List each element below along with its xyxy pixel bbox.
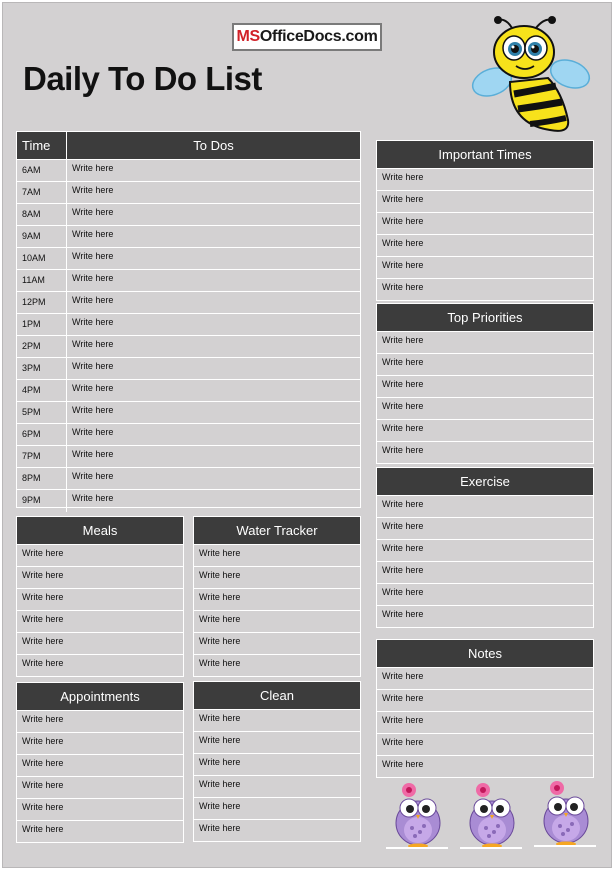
time-cell: 8AM xyxy=(17,204,67,225)
table-row[interactable] xyxy=(17,468,360,490)
time-cell: 5PM xyxy=(17,402,67,423)
task-cell[interactable]: Write here xyxy=(72,207,114,217)
task-cell[interactable]: Write here xyxy=(72,295,114,305)
list-item[interactable]: Write here xyxy=(194,611,360,633)
appointments-section xyxy=(16,682,184,843)
list-item[interactable]: Write here xyxy=(17,777,183,799)
time-cell: 9AM xyxy=(17,226,67,247)
time-cell: 3PM xyxy=(17,358,67,379)
task-cell[interactable]: Write here xyxy=(72,339,114,349)
logo-rest-text: OfficeDocs.com xyxy=(259,28,378,45)
owl-icon xyxy=(530,776,602,848)
time-cell: 12PM xyxy=(17,292,67,313)
list-item[interactable]: Write here xyxy=(17,711,183,733)
meals-header: Meals xyxy=(17,517,183,545)
list-item[interactable]: Write here xyxy=(377,734,593,756)
list-item[interactable]: Write here xyxy=(377,496,593,518)
time-column-header: Time xyxy=(17,132,67,159)
list-item[interactable]: Write here xyxy=(194,798,360,820)
water-tracker-section xyxy=(193,516,361,677)
time-cell: 1PM xyxy=(17,314,67,335)
list-item[interactable]: Write here xyxy=(17,633,183,655)
top-priorities-header: Top Priorities xyxy=(377,304,593,332)
water-tracker-header: Water Tracker xyxy=(194,517,360,545)
important-times-header: Important Times xyxy=(377,141,593,169)
important-times-section xyxy=(376,140,594,301)
task-cell[interactable]: Write here xyxy=(72,185,114,195)
clean-section xyxy=(193,681,361,842)
list-item[interactable]: Write here xyxy=(377,712,593,734)
list-item[interactable]: Write here xyxy=(17,611,183,633)
table-row[interactable] xyxy=(17,182,360,204)
list-item[interactable]: Write here xyxy=(17,589,183,611)
task-cell[interactable]: Write here xyxy=(72,471,114,481)
list-item[interactable]: Write here xyxy=(377,354,593,376)
task-cell[interactable]: Write here xyxy=(72,493,114,503)
table-row[interactable] xyxy=(17,424,360,446)
time-cell: 9PM xyxy=(17,490,67,512)
task-cell[interactable]: Write here xyxy=(72,273,114,283)
time-cell: 10AM xyxy=(17,248,67,269)
schedule-header xyxy=(17,132,360,160)
list-item[interactable]: Write here xyxy=(377,235,593,257)
list-item[interactable]: Write here xyxy=(17,567,183,589)
page-title: Daily To Do List xyxy=(23,60,262,97)
list-item[interactable]: Write here xyxy=(377,690,593,712)
list-item[interactable]: Write here xyxy=(377,668,593,690)
list-item[interactable]: Write here xyxy=(17,733,183,755)
list-item[interactable]: Write here xyxy=(22,658,64,668)
time-cell: 6PM xyxy=(17,424,67,445)
list-item[interactable]: Write here xyxy=(194,567,360,589)
logo-ms-text: MS xyxy=(236,28,260,45)
list-item[interactable]: Write here xyxy=(194,710,360,732)
appointments-header: Appointments xyxy=(17,683,183,711)
table-row[interactable] xyxy=(17,292,360,314)
msofficedocs-logo[interactable] xyxy=(232,23,382,51)
table-row[interactable] xyxy=(17,314,360,336)
task-cell[interactable]: Write here xyxy=(72,361,114,371)
list-item[interactable]: Write here xyxy=(199,823,241,833)
list-item[interactable]: Write here xyxy=(377,562,593,584)
bee-icon xyxy=(470,12,592,136)
table-row[interactable] xyxy=(17,248,360,270)
top-priorities-section xyxy=(376,303,594,464)
list-item[interactable]: Write here xyxy=(194,633,360,655)
time-cell: 11AM xyxy=(17,270,67,291)
list-item[interactable]: Write here xyxy=(17,755,183,777)
clean-header: Clean xyxy=(194,682,360,710)
time-cell: 4PM xyxy=(17,380,67,401)
list-item[interactable]: Write here xyxy=(377,376,593,398)
task-cell[interactable]: Write here xyxy=(72,383,114,393)
table-row[interactable] xyxy=(17,402,360,424)
table-row[interactable] xyxy=(17,160,360,182)
list-item[interactable]: Write here xyxy=(382,282,424,292)
list-item[interactable]: Write here xyxy=(194,545,360,567)
task-cell[interactable]: Write here xyxy=(72,405,114,415)
exercise-header: Exercise xyxy=(377,468,593,496)
list-item[interactable]: Write here xyxy=(194,754,360,776)
list-item[interactable]: Write here xyxy=(194,776,360,798)
table-row[interactable] xyxy=(17,270,360,292)
meals-section xyxy=(16,516,184,677)
list-item[interactable]: Write here xyxy=(377,191,593,213)
schedule-table xyxy=(16,131,361,508)
todos-column-header: To Dos xyxy=(193,138,234,153)
list-item[interactable]: Write here xyxy=(377,169,593,191)
task-cell[interactable]: Write here xyxy=(72,251,114,261)
list-item[interactable]: Write here xyxy=(382,445,424,455)
exercise-section xyxy=(376,467,594,628)
list-item[interactable]: Write here xyxy=(17,545,183,567)
notes-section xyxy=(376,639,594,778)
list-item[interactable]: Write here xyxy=(194,589,360,611)
owl-icon xyxy=(456,778,528,850)
list-item[interactable]: Write here xyxy=(382,759,424,769)
table-row[interactable] xyxy=(17,358,360,380)
time-cell: 6AM xyxy=(17,160,67,181)
list-item[interactable]: Write here xyxy=(377,398,593,420)
time-cell: 8PM xyxy=(17,468,67,489)
list-item[interactable]: Write here xyxy=(194,732,360,754)
list-item[interactable]: Write here xyxy=(377,257,593,279)
task-cell[interactable]: Write here xyxy=(72,449,114,459)
list-item[interactable]: Write here xyxy=(17,799,183,821)
owl-icon xyxy=(382,778,454,850)
list-item[interactable]: Write here xyxy=(377,420,593,442)
time-cell: 2PM xyxy=(17,336,67,357)
list-item[interactable]: Write here xyxy=(22,824,64,834)
table-row[interactable] xyxy=(17,204,360,226)
list-item[interactable]: Write here xyxy=(377,332,593,354)
list-item[interactable]: Write here xyxy=(382,609,424,619)
list-item[interactable]: Write here xyxy=(377,584,593,606)
table-row[interactable] xyxy=(17,446,360,468)
task-cell[interactable]: Write here xyxy=(72,229,114,239)
table-row[interactable] xyxy=(17,380,360,402)
task-cell[interactable]: Write here xyxy=(72,427,114,437)
list-item[interactable]: Write here xyxy=(199,658,241,668)
task-cell[interactable]: Write here xyxy=(72,317,114,327)
table-row[interactable] xyxy=(17,490,360,512)
list-item[interactable]: Write here xyxy=(377,540,593,562)
list-item[interactable]: Write here xyxy=(377,518,593,540)
task-cell[interactable]: Write here xyxy=(72,163,114,173)
time-cell: 7AM xyxy=(17,182,67,203)
time-cell: 7PM xyxy=(17,446,67,467)
notes-header: Notes xyxy=(377,640,593,668)
table-row[interactable] xyxy=(17,226,360,248)
list-item[interactable]: Write here xyxy=(377,213,593,235)
table-row[interactable] xyxy=(17,336,360,358)
